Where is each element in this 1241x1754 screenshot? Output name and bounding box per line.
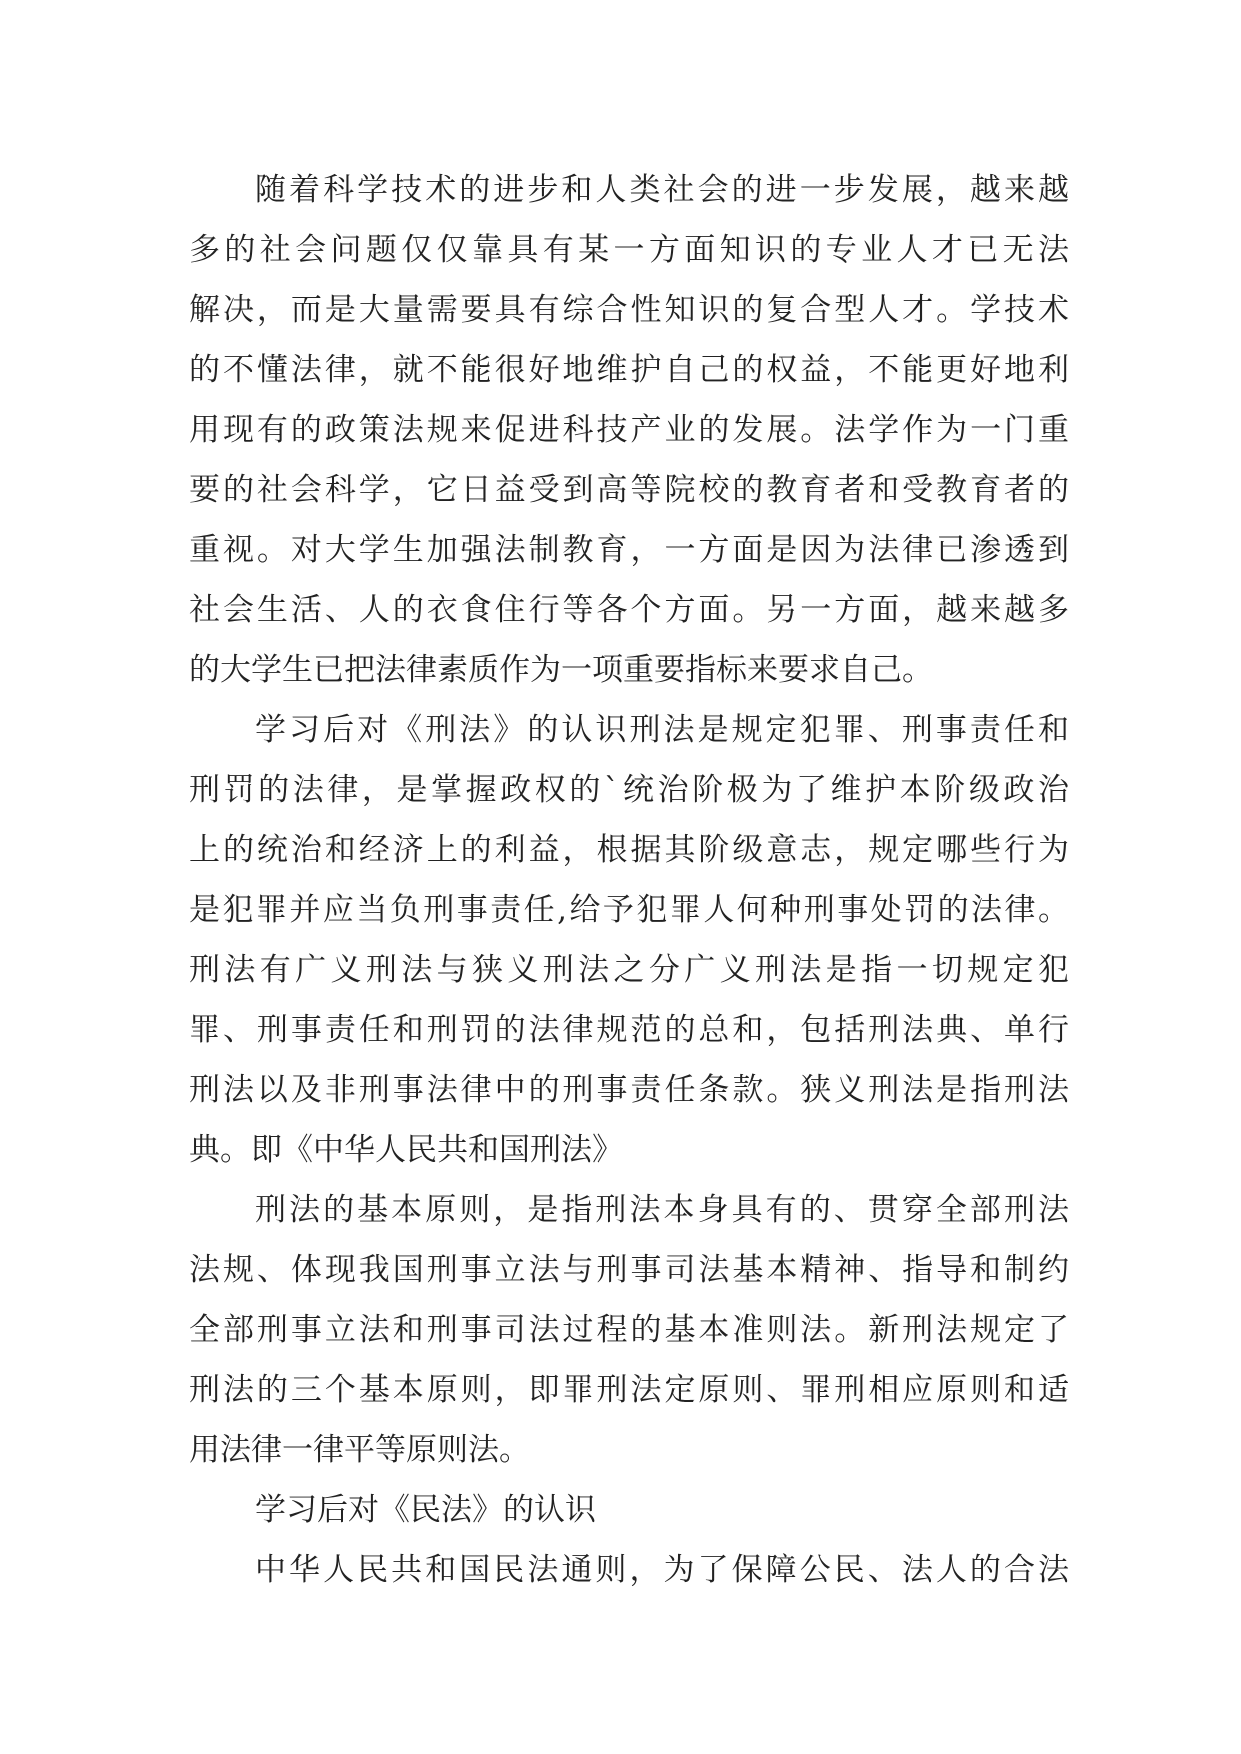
- text-line: 的不懂法律，就不能很好地维护自己的权益，不能更好地利: [189, 352, 1069, 388]
- text-line: 随着科学技术的进步和人类社会的进一步发展，越来越: [255, 172, 1069, 208]
- text-line: 解决，而是大量需要具有综合性知识的复合型人才。学技术: [189, 292, 1069, 328]
- paragraph: [189, 1540, 1069, 1600]
- text-line: 全部刑事立法和刑事司法过程的基本准则法。新刑法规定了: [189, 1312, 1069, 1348]
- text-line: 是犯罪并应当负刑事责任,给予犯罪人何种刑事处罚的法律。: [189, 892, 1069, 928]
- section-heading: [189, 1480, 1069, 1540]
- text-line: 学习后对《刑法》的认识刑法是规定犯罪、刑事责任和: [255, 712, 1069, 748]
- text-line: 刑法有广义刑法与狭义刑法之分广义刑法是指一切规定犯: [189, 952, 1069, 988]
- paragraph: [189, 160, 1069, 700]
- text-line: 罪、刑事责任和刑罚的法律规范的总和，包括刑法典、单行: [189, 1012, 1069, 1048]
- document-body: [189, 160, 1069, 1600]
- text-line: 刑法的三个基本原则，即罪刑法定原则、罪刑相应原则和适: [189, 1372, 1069, 1408]
- text-line: 中华人民共和国民法通则，为了保障公民、法人的合法: [255, 1552, 1069, 1588]
- paragraph: [189, 700, 1069, 1180]
- text-line: 社会生活、人的衣食住行等各个方面。另一方面，越来越多: [189, 592, 1069, 628]
- text-line: 学习后对《民法》的认识: [255, 1492, 596, 1528]
- text-line: 重视。对大学生加强法制教育，一方面是因为法律已渗透到: [189, 532, 1069, 568]
- text-line: 用现有的政策法规来促进科技产业的发展。法学作为一门重: [189, 412, 1069, 448]
- text-line: 刑法的基本原则，是指刑法本身具有的、贯穿全部刑法: [255, 1192, 1069, 1228]
- text-line: 法规、体现我国刑事立法与刑事司法基本精神、指导和制约: [189, 1252, 1069, 1288]
- text-line: 的大学生已把法律素质作为一项重要指标来要求自己。: [189, 652, 933, 688]
- paragraph: [189, 1180, 1069, 1480]
- text-line: 刑法以及非刑事法律中的刑事责任条款。狭义刑法是指刑法: [189, 1072, 1069, 1108]
- text-line: 刑罚的法律，是掌握政权的`统治阶极为了维护本阶级政治: [189, 772, 1069, 808]
- text-line: 多的社会问题仅仅靠具有某一方面知识的专业人才已无法: [189, 232, 1069, 268]
- text-line: 上的统治和经济上的利益，根据其阶级意志，规定哪些行为: [189, 832, 1069, 868]
- text-line: 要的社会科学，它日益受到高等院校的教育者和受教育者的: [189, 472, 1069, 508]
- text-line: 典。即《中华人民共和国刑法》: [189, 1132, 623, 1168]
- text-line: 用法律一律平等原则法。: [189, 1432, 530, 1468]
